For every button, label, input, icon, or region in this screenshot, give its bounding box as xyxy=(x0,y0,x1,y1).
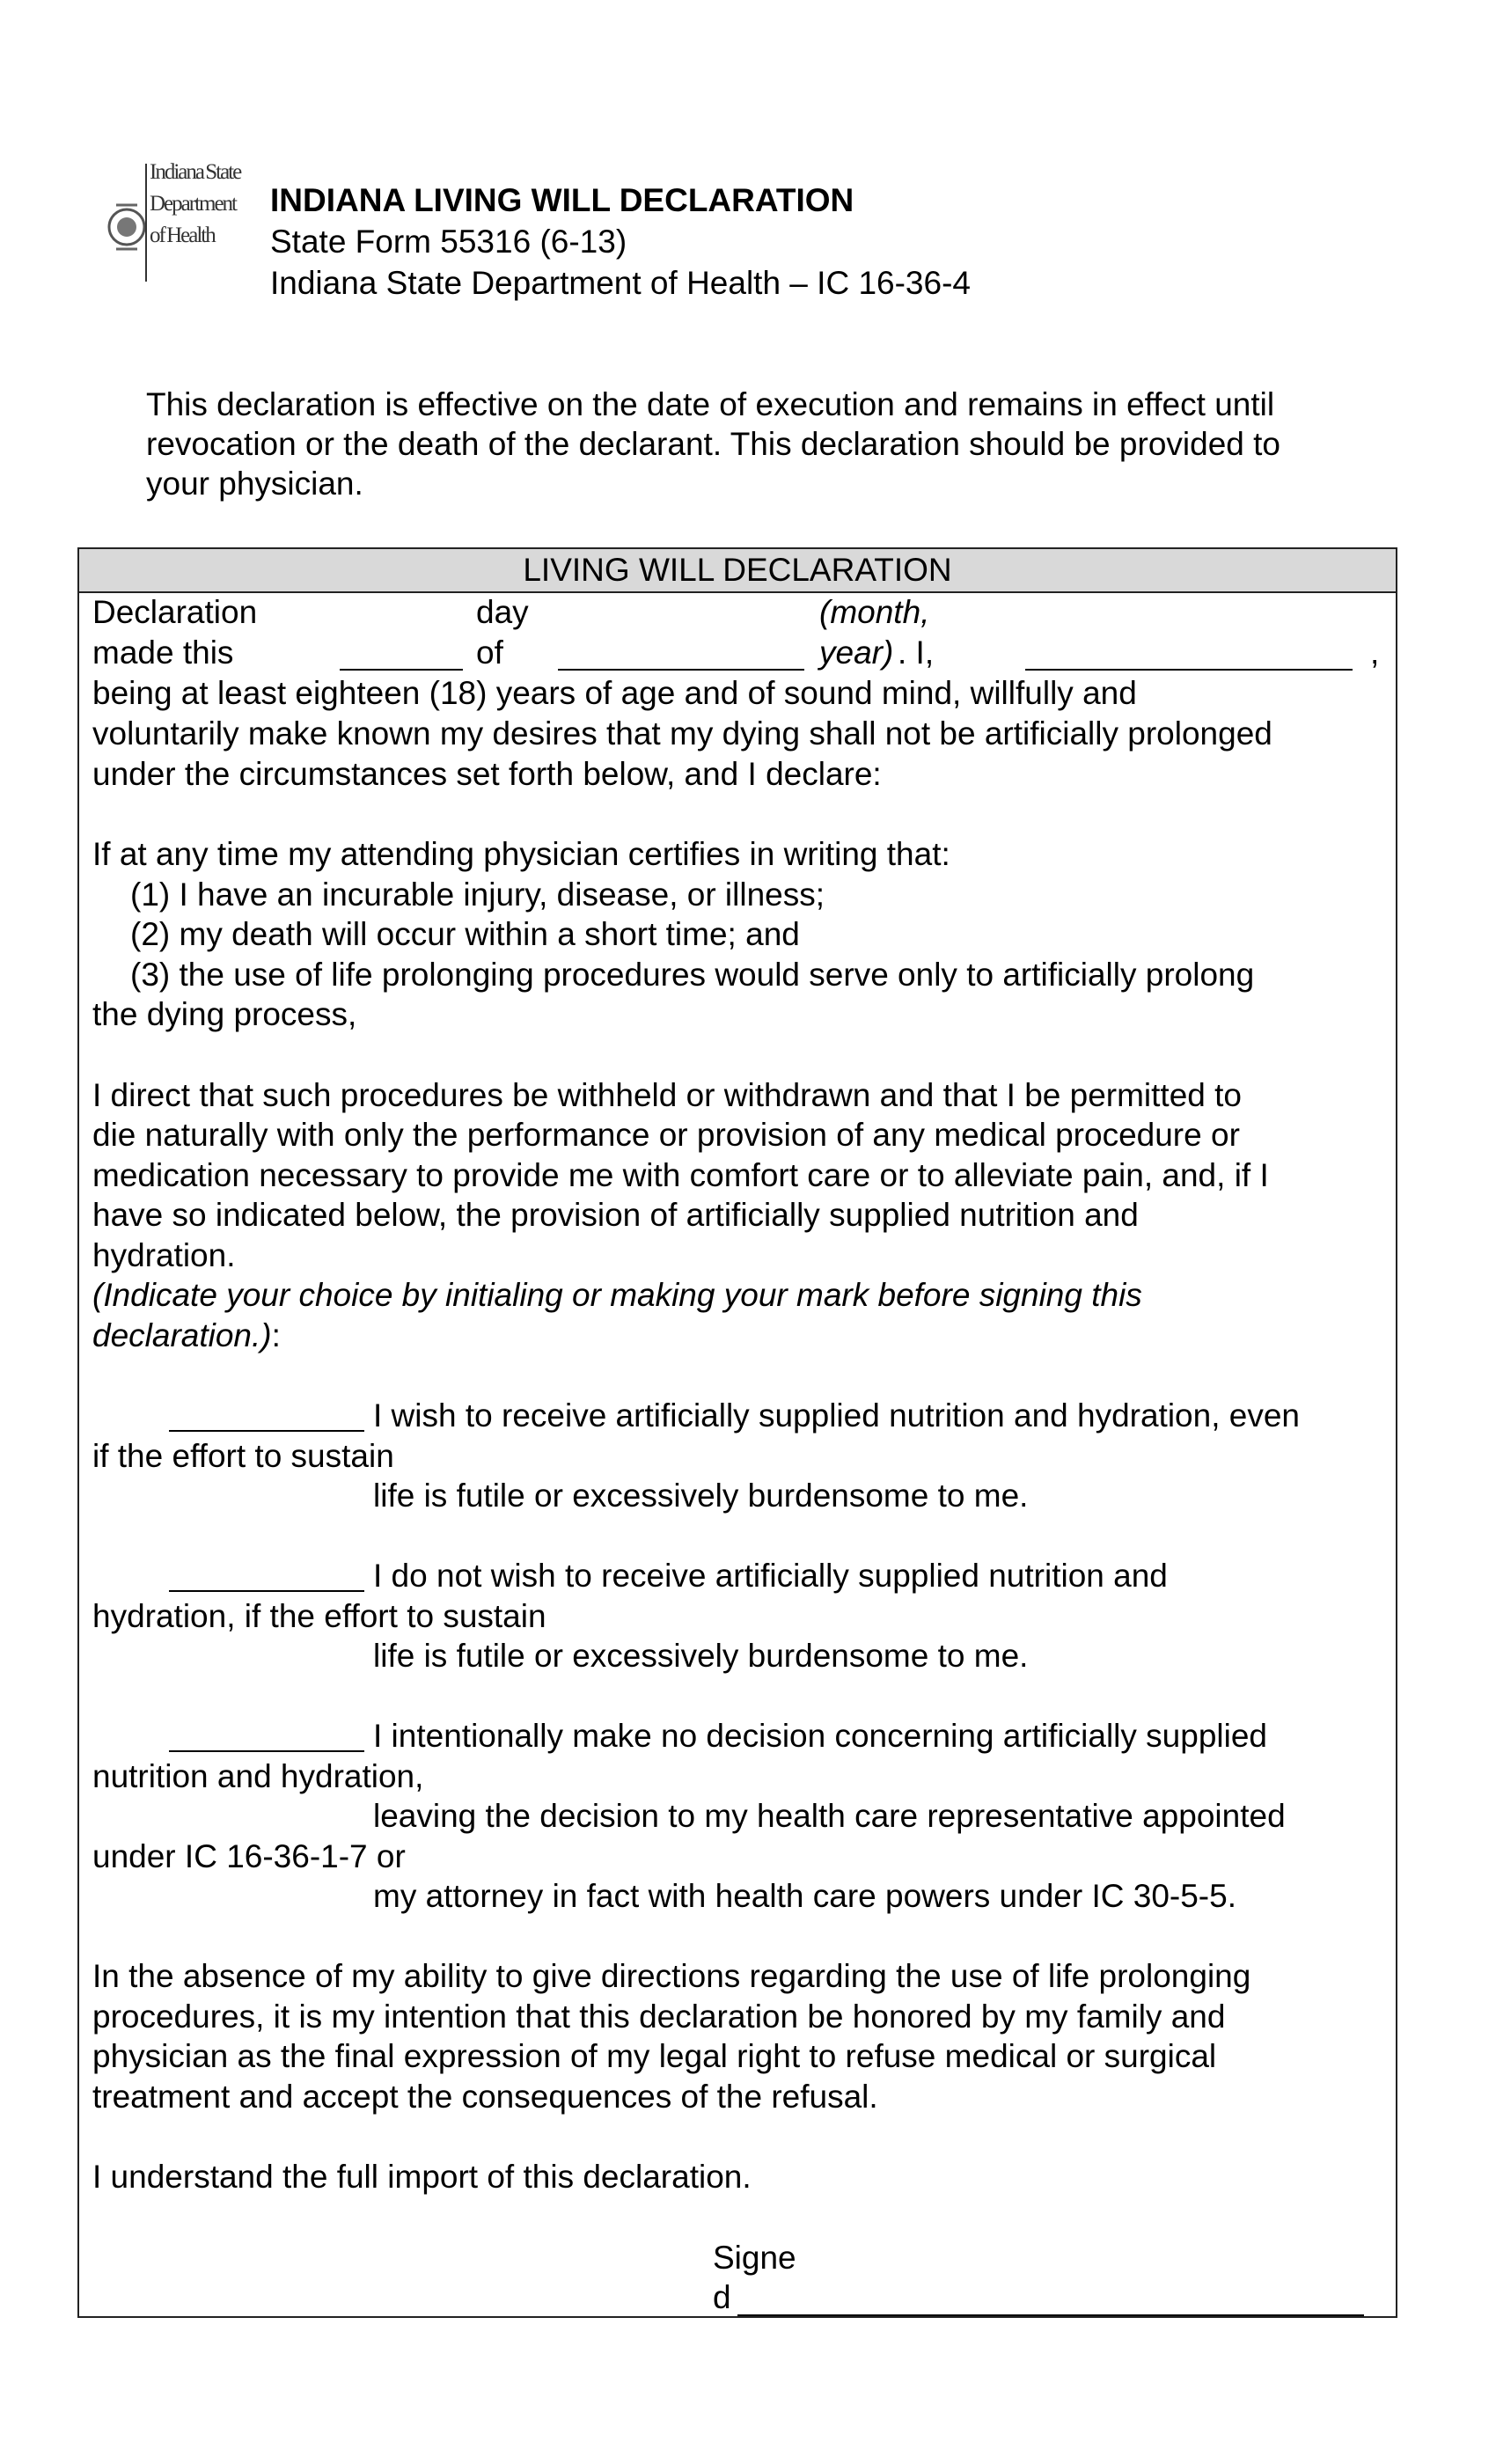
para3-line-5: hydration. xyxy=(92,1237,236,1273)
understand-statement: I understand the full import of this declaration. xyxy=(92,2159,752,2195)
intro-line-3: your physician. xyxy=(146,466,363,502)
month-year-field[interactable] xyxy=(558,669,804,671)
choice2-initial-field[interactable] xyxy=(169,1590,364,1592)
declarant-name-field[interactable] xyxy=(1025,669,1353,671)
choice3-line-5: my attorney in fact with health care powers under IC 30-5-5. xyxy=(373,1878,1236,1914)
choice3-initial-field[interactable] xyxy=(169,1750,364,1752)
para4-line-2: procedures, it is my intention that this declaration be honored by my family and xyxy=(92,1998,1226,2035)
declaration-heading: LIVING WILL DECLARATION xyxy=(79,549,1396,593)
para4-line-1: In the absence of my ability to give directions regarding the use of life prolonging xyxy=(92,1958,1251,1994)
para3-line-2: die naturally with only the performance or provision of any medical procedure or xyxy=(92,1117,1240,1153)
signature-field[interactable] xyxy=(737,2314,1364,2316)
choice1-line-3: life is futile or excessively burdensome to me. xyxy=(373,1478,1029,1514)
instruction-colon: : xyxy=(271,1317,281,1353)
choice2-line-2: hydration, if the effort to sustain xyxy=(92,1598,546,1634)
para3-line-1: I direct that such procedures be withheld or withdrawn and that I be permitted to xyxy=(92,1077,1243,1113)
para1-line-3: under the circumstances set forth below, and I declare: xyxy=(92,756,882,792)
label-i: . I, xyxy=(898,634,935,671)
choice3-line-3: leaving the decision to my health care representative appointed xyxy=(373,1798,1286,1834)
label-made-this: made this xyxy=(92,634,234,671)
para1-line-2: voluntarily make known my desires that my dying shall not be artificially prolonged xyxy=(92,715,1272,752)
condition-3: (3) the use of life prolonging procedures would serve only to artificially prolong xyxy=(130,957,1255,993)
para4-line-3: physician as the final expression of my legal right to refuse medical or surgical xyxy=(92,2038,1217,2074)
signed-label-part-1: Signe xyxy=(713,2240,796,2276)
condition-2: (2) my death will occur within a short time; and xyxy=(130,916,800,952)
choice2-line-1: I do not wish to receive artificially supplied nutrition and xyxy=(373,1558,1168,1594)
choice3-line-1: I intentionally make no decision concerning artificially supplied xyxy=(373,1718,1268,1754)
form-agency: Indiana State Department of Health – IC 16-36-4 xyxy=(270,265,971,301)
form-number: State Form 55316 (6-13) xyxy=(270,224,627,260)
para4-line-4: treatment and accept the consequences of the refusal. xyxy=(92,2079,878,2115)
choice1-line-1: I wish to receive artificially supplied nutrition and hydration, even xyxy=(373,1397,1301,1434)
choice1-line-2: if the effort to sustain xyxy=(92,1438,394,1474)
form-title: INDIANA LIVING WILL DECLARATION xyxy=(270,182,854,218)
choice3-line-4: under IC 16-36-1-7 or xyxy=(92,1838,406,1874)
choice3-line-2: nutrition and hydration, xyxy=(92,1758,424,1794)
label-declaration: Declaration xyxy=(92,594,258,630)
day-field[interactable] xyxy=(340,669,463,671)
label-month: (month, xyxy=(819,594,930,630)
label-day: day xyxy=(476,594,529,630)
label-comma: , xyxy=(1370,634,1380,671)
instruction-line-2-wrap xyxy=(92,1316,281,1356)
para2-intro: If at any time my attending physician certifies in writing that: xyxy=(92,836,950,872)
intro-line-2: revocation or the death of the declarant. This declaration should be provided to xyxy=(146,426,1280,462)
para1-line-1: being at least eighteen (18) years of age and of sound mind, willfully and xyxy=(92,675,1137,711)
logo-text: Indiana State Department of Health xyxy=(150,160,241,247)
instruction-line-1: (Indicate your choice by initialing or making your mark before signing this xyxy=(92,1277,1142,1313)
label-of: of xyxy=(476,634,503,671)
para3-line-4: have so indicated below, the provision of artificially supplied nutrition and xyxy=(92,1197,1139,1233)
isdh-logo xyxy=(107,157,250,289)
condition-1: (1) I have an incurable injury, disease, or illness; xyxy=(130,876,825,913)
para3-line-3: medication necessary to provide me with comfort care or to alleviate pain, and, if I xyxy=(92,1157,1269,1193)
intro-line-1: This declaration is effective on the date of execution and remains in effect until xyxy=(146,386,1275,422)
label-year: year) xyxy=(819,634,894,671)
signed-label-part-2: d xyxy=(713,2279,731,2315)
instruction-line-2: declaration.) xyxy=(92,1317,272,1353)
choice2-line-3: life is futile or excessively burdensome to me. xyxy=(373,1638,1029,1674)
choice1-initial-field[interactable] xyxy=(169,1430,364,1432)
conditions-tail: the dying process, xyxy=(92,996,357,1032)
